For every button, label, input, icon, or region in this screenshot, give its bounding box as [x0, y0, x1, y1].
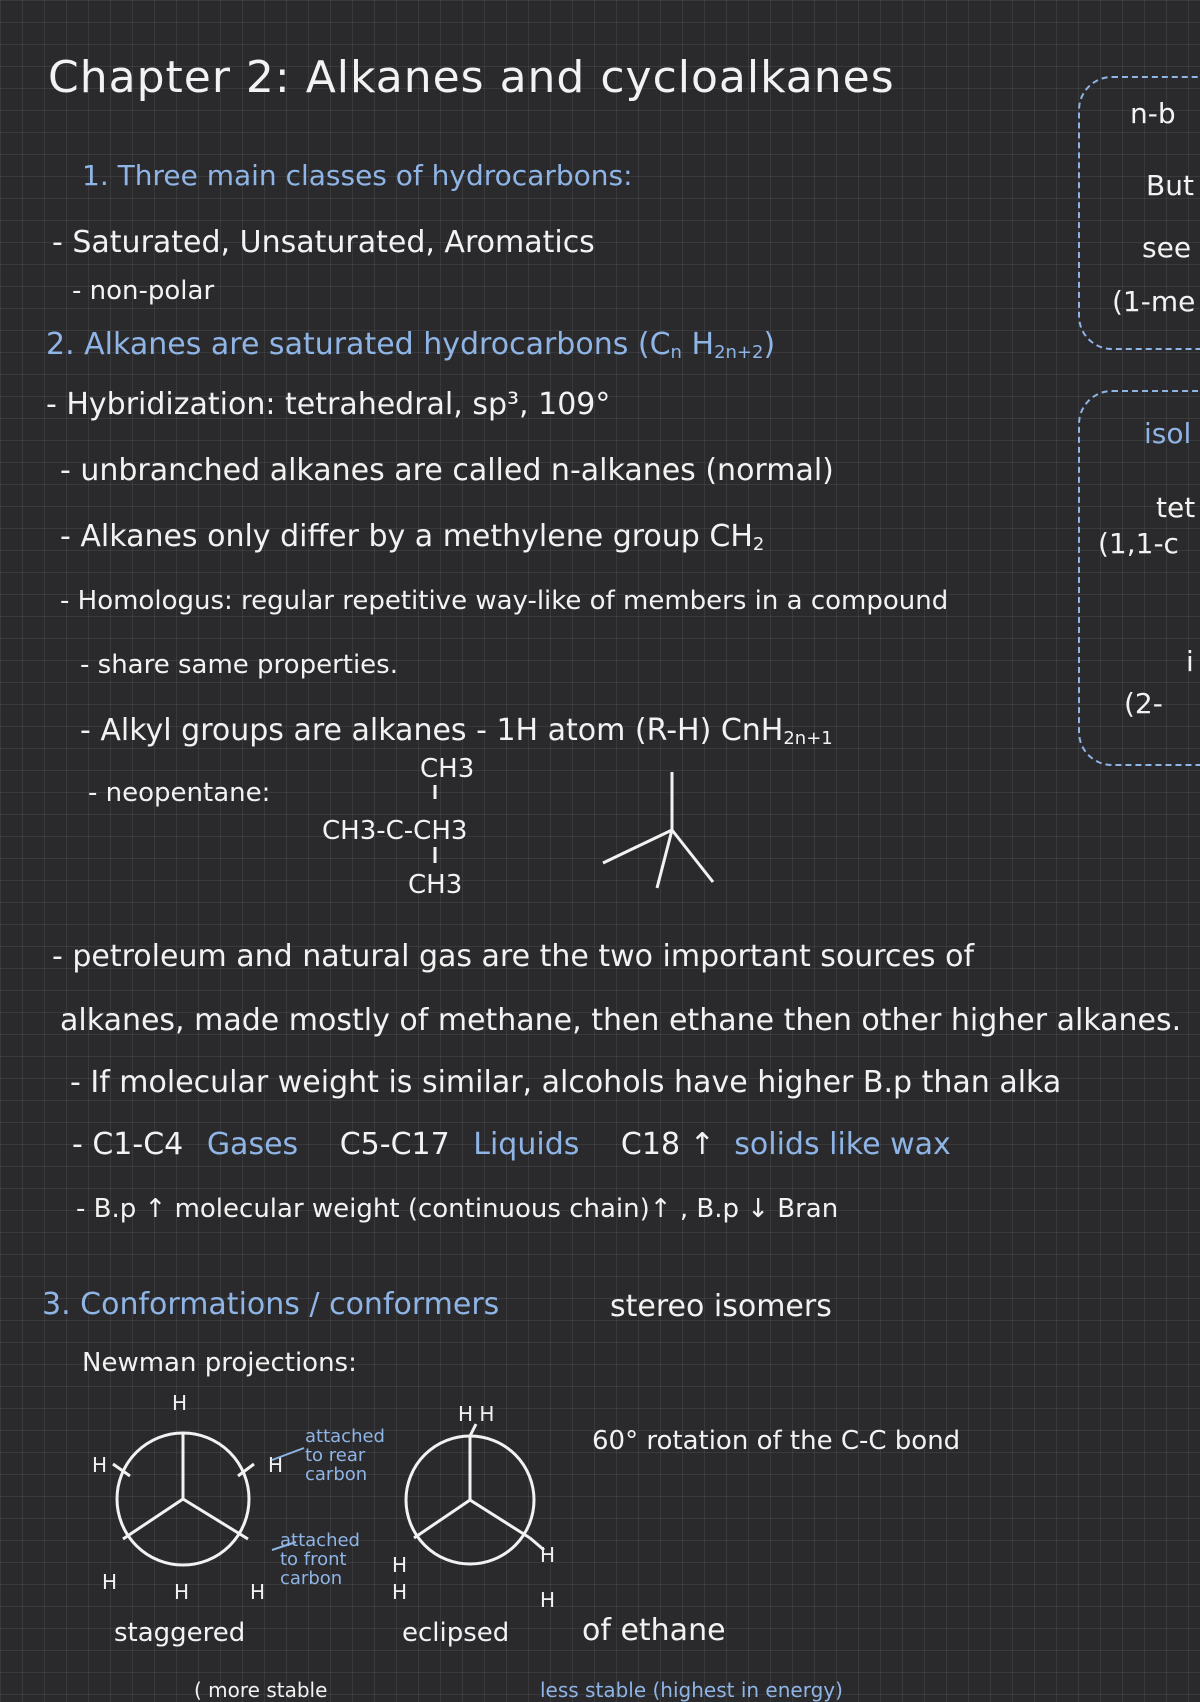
staggered-label: staggered	[114, 1618, 246, 1648]
staggered-h-bottom: H	[174, 1580, 190, 1604]
eclipsed-label: eclipsed	[402, 1618, 510, 1648]
eclipsed-h-bottom-left: H	[392, 1580, 408, 1604]
staggered-h-bottom-left: H	[102, 1570, 118, 1594]
gases-label: Gases	[206, 1127, 299, 1162]
eclipsed-newman-projection	[402, 1432, 552, 1582]
newman-projections-label: Newman projections:	[82, 1348, 357, 1378]
neopentane-main-chain: CH3-C-CH3	[322, 816, 468, 846]
solids-range: C18 ↑	[620, 1127, 715, 1162]
of-ethane-label: of ethane	[582, 1613, 726, 1648]
front-carbon-note: attached to front carbon	[280, 1530, 360, 1589]
neopentane-skeletal-structure	[595, 770, 725, 900]
section-3-heading: 3. Conformations / conformers	[42, 1287, 500, 1322]
methylene-line: - Alkanes only differ by a methylene group $CH_2$	[60, 519, 765, 555]
share-properties-line: - share same properties.	[80, 650, 398, 680]
sidebar-box1-line4: (1-me	[1112, 285, 1196, 318]
boiling-point-line: - B.p ↑ molecular weight (continuous chain)↑ , B.p ↓ Bran	[76, 1194, 839, 1224]
stability-note-left: ( more stable	[194, 1678, 328, 1702]
neopentane-bottom-methyl: CH3	[408, 870, 463, 900]
eclipsed-h-top: H H	[458, 1402, 495, 1426]
rotation-note: 60° rotation of the C-C bond	[592, 1426, 961, 1456]
page-title: Chapter 2: Alkanes and cycloalkanes	[48, 52, 895, 103]
molecular-weight-line: - If molecular weight is similar, alcohols have higher B.p than alka	[70, 1065, 1062, 1100]
eclipsed-h-right: H	[540, 1543, 556, 1567]
unbranched-line: - unbranched alkanes are called n-alkanes (normal)	[60, 453, 834, 488]
hybridization-line: - Hybridization: tetrahedral, sp³, 109°	[46, 387, 611, 422]
neopentane-label: - neopentane:	[88, 778, 271, 808]
sidebar-box1-line1: n-b	[1130, 97, 1176, 130]
sidebar-box2-line1: isol	[1144, 417, 1192, 450]
section-1-heading: 1. Three main classes of hydrocarbons:	[82, 159, 633, 192]
staggered-h-bottom-right: H	[250, 1580, 266, 1604]
annotation-arrows	[270, 1440, 310, 1560]
stereo-isomers-label: stereo isomers	[610, 1289, 832, 1324]
eclipsed-h-left: H	[392, 1553, 408, 1577]
physical-states-line	[72, 1127, 951, 1162]
stability-note-right: less stable (highest in energy)	[540, 1678, 843, 1702]
liquids-range: C5-C17	[339, 1127, 450, 1162]
non-polar-note: - non-polar	[72, 276, 215, 306]
petroleum-line-2: alkanes, made mostly of methane, then ethane then other higher alkanes.	[60, 1003, 1182, 1038]
sidebar-box1-line2: But	[1146, 169, 1194, 202]
sidebar-box2-line2: tet	[1156, 491, 1196, 524]
staggered-h-right: H	[268, 1453, 284, 1477]
sidebar-box2-line5: (2-	[1124, 687, 1163, 720]
sidebar-box1-line3: see	[1142, 231, 1192, 264]
solids-label: solids like wax	[734, 1127, 951, 1162]
neopentane-top-methyl: CH3	[420, 754, 475, 784]
petroleum-line-1: - petroleum and natural gas are the two important sources of	[52, 939, 975, 974]
rear-carbon-note: attached to rear carbon	[305, 1426, 385, 1485]
staggered-h-top: H	[172, 1391, 188, 1415]
eclipsed-h-bottom-right: H	[540, 1588, 556, 1612]
homologus-line: - Homologus: regular repetitive way-like of members in a compound	[60, 586, 949, 616]
section-2-heading: 2. Alkanes are saturated hydrocarbons ($C_n$ $H_{2n+2}$)	[46, 327, 776, 363]
staggered-newman-projection	[108, 1424, 258, 1574]
sidebar-box2-line4: i	[1186, 645, 1194, 678]
sidebar-box2-line3: (1,1-c	[1098, 527, 1179, 560]
liquids-label: Liquids	[473, 1127, 580, 1162]
hydrocarbon-classes: - Saturated, Unsaturated, Aromatics	[52, 225, 595, 260]
staggered-h-left: H	[92, 1453, 108, 1477]
alkyl-groups-line: - Alkyl groups are alkanes - 1H atom (R-H) CnH$_{2n+1}$	[80, 713, 833, 749]
neopentane-vertical-bonds	[425, 785, 445, 865]
gases-range: - C1-C4	[72, 1127, 184, 1162]
